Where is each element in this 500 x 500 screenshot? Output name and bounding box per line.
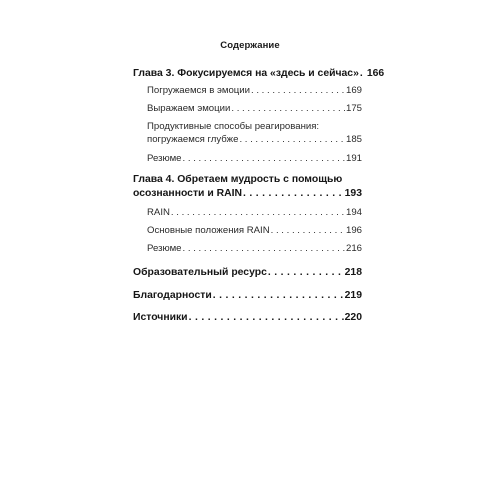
toc-item-rain-principles[interactable] (147, 224, 362, 237)
toc-chapter-4[interactable] (133, 187, 362, 200)
toc-item-express-emotions[interactable] (147, 102, 362, 115)
toc-page-number: 166 (366, 68, 385, 79)
toc-page-number: 193 (344, 188, 362, 199)
dot-leader (239, 133, 345, 146)
dot-leader (231, 102, 345, 115)
dot-leader (189, 311, 344, 324)
toc-entry-title: Глава 3. Фокусируемся на «здесь и сейчас» (133, 68, 359, 79)
toc-page-number: 185 (345, 134, 362, 145)
page-title: Содержание (220, 40, 280, 51)
toc-entry-title: Образовательный ресурс (133, 267, 267, 278)
dot-leader (268, 266, 344, 279)
toc-entry-title: Основные положения RAIN (147, 225, 270, 236)
toc-sources[interactable] (133, 311, 362, 324)
dot-leader (271, 224, 345, 237)
toc-page-number: 219 (344, 290, 362, 301)
dot-leader (213, 289, 344, 302)
toc-chapter-4-line1[interactable]: Глава 4. Обретаем мудрость с помощью (133, 174, 343, 185)
toc-acknowledgements[interactable] (133, 289, 362, 302)
dot-leader (251, 84, 345, 97)
dot-leader (360, 67, 366, 80)
toc-page-number: 218 (344, 267, 362, 278)
toc-item-rain[interactable] (147, 206, 362, 219)
toc-entry-title: Резюме (147, 153, 182, 164)
dot-leader (243, 187, 344, 200)
toc-item-productive-ways[interactable] (147, 133, 362, 146)
toc-item-summary-ch4[interactable] (147, 242, 362, 255)
toc-item-summary-ch3[interactable] (147, 152, 362, 165)
toc-page-number: 220 (344, 312, 362, 323)
toc-entry-title: погружаемся глубже (147, 134, 239, 145)
dot-leader (183, 242, 345, 255)
toc-page-number: 169 (345, 85, 362, 96)
toc-entry-title: Выражаем эмоции (147, 103, 231, 114)
toc-page-number: 194 (345, 207, 362, 218)
toc-item-emotions-immersion[interactable] (147, 84, 362, 97)
toc-entry-title: Резюме (147, 243, 182, 254)
toc-page-number: 191 (345, 153, 362, 164)
dot-leader (171, 206, 345, 219)
toc-page-number: 196 (345, 225, 362, 236)
toc-educational-resource[interactable] (133, 266, 362, 279)
toc-entry-title: RAIN (147, 207, 170, 218)
toc-entry-title: Источники (133, 312, 188, 323)
toc-page-number: 216 (345, 243, 362, 254)
toc-entry-title: осознанности и RAIN (133, 188, 242, 199)
toc-chapter-3[interactable] (133, 67, 385, 80)
toc-entry-title: Благодарности (133, 290, 212, 301)
dot-leader (183, 152, 345, 165)
toc-page-number: 175 (345, 103, 362, 114)
toc-item-productive-ways-line1[interactable]: Продуктивные способы реагирования: (147, 121, 320, 132)
toc-entry-title: Погружаемся в эмоции (147, 85, 251, 96)
